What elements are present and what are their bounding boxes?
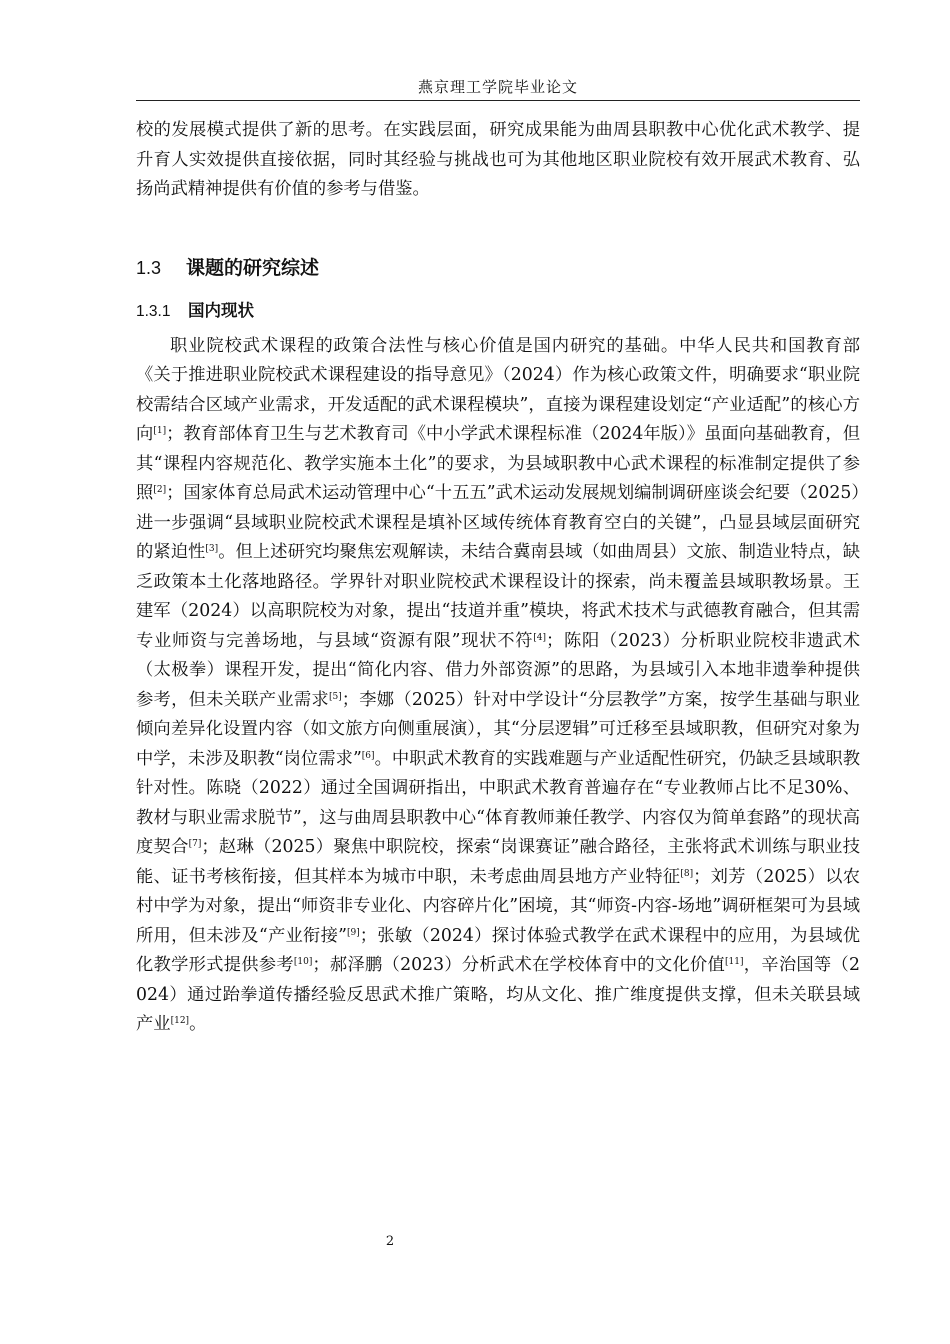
section-title: 课题的研究综述 [186,256,320,279]
citation-ref[interactable]: [11] [725,957,744,967]
subsection-heading [136,298,860,325]
citation-ref[interactable]: [2] [153,485,167,495]
body-text-segment: ；刘芳（2025）以农村中学为对象，提出“师资非专业化、内容碎片化”困境，其“师资-内容-场地”调研框架可为县域所用，但未涉及“产业衔接” [136,866,860,946]
citation-ref[interactable]: [9] [346,927,360,938]
body-text-segment: 。中职武术教育的实践难题与产业适配性研究，仍缺乏县域职教针对性。陈晓（2022）通过全国调研指出，中职武术教育普遍存在“专业教师占比不足30%、教材与职业需求脱节”，这与曲周县职教中心“体育教师兼任教学、内容仅为简单套路”的现状高度契合 [136,748,860,857]
body-text-segment: 。 [189,1014,207,1034]
subsection-title: 国内现状 [188,300,254,320]
citation-ref[interactable]: [3] [205,544,219,554]
body-text-segment: ；教育部体育卫生与艺术教育司《中小学武术课程标准（2024年版）》虽面向基础教育，但其“课程内容规范化、教学实施本土化”的要求，为县域职教中心武术课程的标准制定提供了参照 [136,424,860,503]
page-content [136,116,860,1040]
citation-ref[interactable]: [8] [680,868,694,879]
citation-ref[interactable]: [12] [170,1016,190,1026]
body-text-segment: ；张敏（2024）探讨体验式教学在武术课程中的应用，为县域优化教学形式提供参考 [136,925,860,975]
page-number: 2 [385,1234,395,1249]
section-number: 1.3 [136,257,162,278]
citation-ref[interactable]: [5] [328,691,342,702]
body-text-segment: ；赵琳（2025）聚焦中职院校，探索“岗课赛证”融合路径，主张将武术训练与职业技能、证书考核衔接，但其样本为城市中职，未考虑曲周县地方产业特征 [136,837,860,887]
header-rule [136,100,860,101]
running-header: 燕京理工学院毕业论文 [417,78,578,96]
body-text-segment: ；陈阳（2023）分析职业院校非遗武术（太极拳）课程开发，提出“简化内容、借力外部资源”的思路，为县域引入本地非遗拳种提供参考，但未关联产业需求 [136,630,860,710]
subsection-number: 1.3.1 [136,302,171,320]
body-text-segment: ；国家体育总局武术运动管理中心“十五五”武术运动发展规划编制调研座谈会纪要（2025）进一步强调“县域职业院校武术课程是填补区域传统体育教育空白的关键”，凸显县域层面研究的紧迫性 [136,483,860,562]
body-text-segment: ，辛治国等（2024）通过跆拳道传播经验反思武术推广策略，均从文化、推广维度提供支撑，但未关联县域产业 [136,955,860,1034]
section-heading [136,254,860,282]
citation-ref[interactable]: [1] [153,426,167,436]
citation-ref[interactable]: [4] [533,632,546,643]
citation-ref[interactable]: [6] [361,750,375,761]
body-text-segment: ；李娜（2025）针对中学设计“分层教学”方案，按学生基础与职业倾向差异化设置内容（如文旅方向侧重展演），其“分层逻辑”可迁移至县域职教，但研究对象为中学，未涉及职教“岗位需求” [136,689,860,769]
body-paragraph [136,332,860,1040]
citation-ref[interactable]: [10] [293,957,313,967]
body-text-segment: 职业院校武术课程的政策合法性与核心价值是国内研究的基础。中华人民共和国教育部《关于推进职业院校武术课程建设的指导意见》（2024）作为核心政策文件，明确要求“职业院校需结合区域产业需求，开发适配的武术课程模块”，直接为课程建设划定“产业适配”的核心方向 [136,335,860,444]
intro-paragraph: 校的发展模式提供了新的思考。在实践层面，研究成果能为曲周县职教中心优化武术教学、提升育人实效提供直接依据，同时其经验与挑战也可为其他地区职业院校有效开展武术教育、弘扬尚武精神提供有价值的参考与借鉴。 [136,120,860,199]
citation-ref[interactable]: [7] [188,839,202,849]
body-text-segment: ；郝泽鹏（2023）分析武术在学校体育中的文化价值 [312,955,725,975]
body-text-segment: 。但上述研究均聚焦宏观解读，未结合冀南县域（如曲周县）文旅、制造业特点，缺乏政策本土化落地路径。学界针对职业院校武术课程设计的探索，尚未覆盖县域职教场景。王建军（2024）以高职院校为对象，提出“技道并重”模块，将武术技术与武德教育融合，但其需专业师资与完善场地，与县域“资源有限”现状不符 [136,542,860,651]
